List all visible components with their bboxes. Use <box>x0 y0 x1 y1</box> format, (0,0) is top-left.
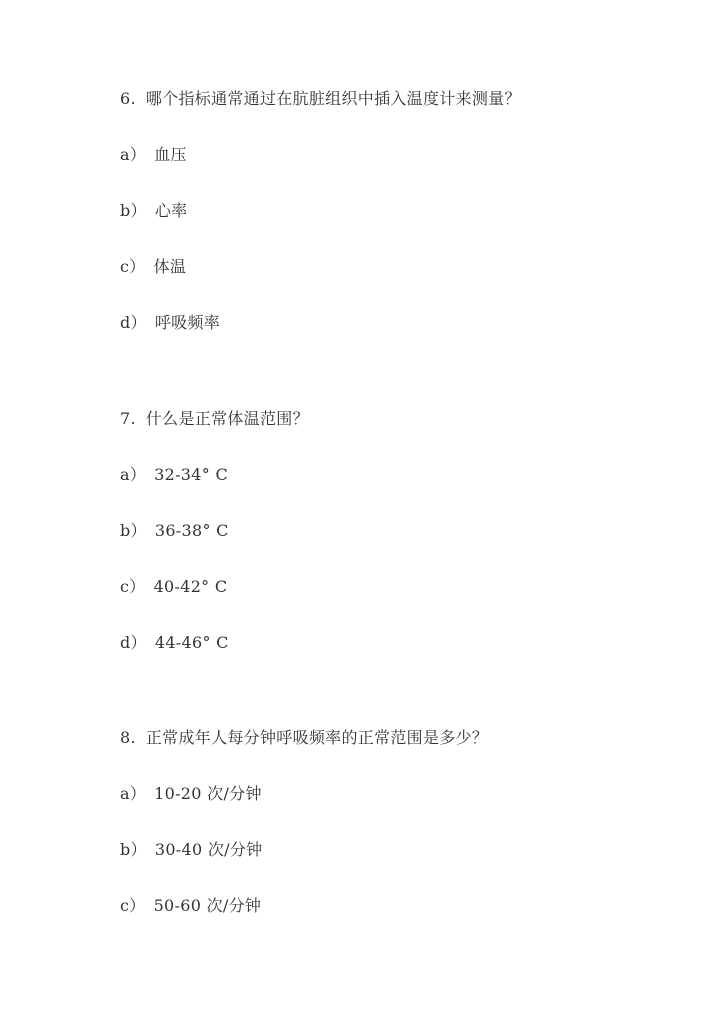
question-6-option-a <box>120 145 187 165</box>
option-text: 32-34° C <box>154 465 228 484</box>
question-number: 7. <box>120 409 136 428</box>
option-text: 36-38° C <box>154 521 229 540</box>
option-letter: c） <box>120 896 146 915</box>
option-letter: c） <box>120 577 146 596</box>
question-8-option-a <box>120 784 262 804</box>
option-text: 10-20 次/分钟 <box>154 784 262 803</box>
question-number: 8. <box>120 728 136 747</box>
option-letter: d） <box>120 313 147 332</box>
question-6-option-d <box>120 313 220 333</box>
option-text: 40-42° C <box>153 577 228 596</box>
option-text: 30-40 次/分钟 <box>154 840 263 859</box>
option-letter: b） <box>120 521 147 540</box>
question-7-option-a <box>120 465 228 485</box>
option-text: 心率 <box>154 201 188 220</box>
option-letter: a） <box>120 784 147 803</box>
question-number: 6. <box>120 89 136 108</box>
question-6-option-b <box>120 201 187 221</box>
question-text: 什么是正常体温范围？ <box>145 409 309 428</box>
option-letter: a） <box>120 145 147 164</box>
option-letter: d） <box>120 633 147 652</box>
question-7-option-c <box>120 577 227 597</box>
question-8-option-c <box>120 896 261 916</box>
question-text: 哪个指标通常通过在肮脏组织中插入温度计来测量？ <box>145 89 521 108</box>
question-6-option-c <box>120 257 186 277</box>
option-letter: b） <box>120 840 147 859</box>
question-7 <box>120 409 309 429</box>
option-text: 体温 <box>153 257 187 276</box>
question-7-option-b <box>120 521 229 541</box>
option-letter: b） <box>120 201 147 220</box>
option-text: 44-46° C <box>154 633 229 652</box>
option-text: 50-60 次/分钟 <box>153 896 262 915</box>
option-text: 血压 <box>154 145 187 164</box>
question-7-option-d <box>120 633 229 653</box>
question-8-option-b <box>120 840 262 860</box>
question-text: 正常成年人每分钟呼吸频率的正常范围是多少？ <box>145 728 489 747</box>
question-8 <box>120 728 488 748</box>
option-letter: c） <box>120 257 146 276</box>
question-6 <box>120 89 521 109</box>
option-text: 呼吸频率 <box>154 313 221 332</box>
option-letter: a） <box>120 465 147 484</box>
